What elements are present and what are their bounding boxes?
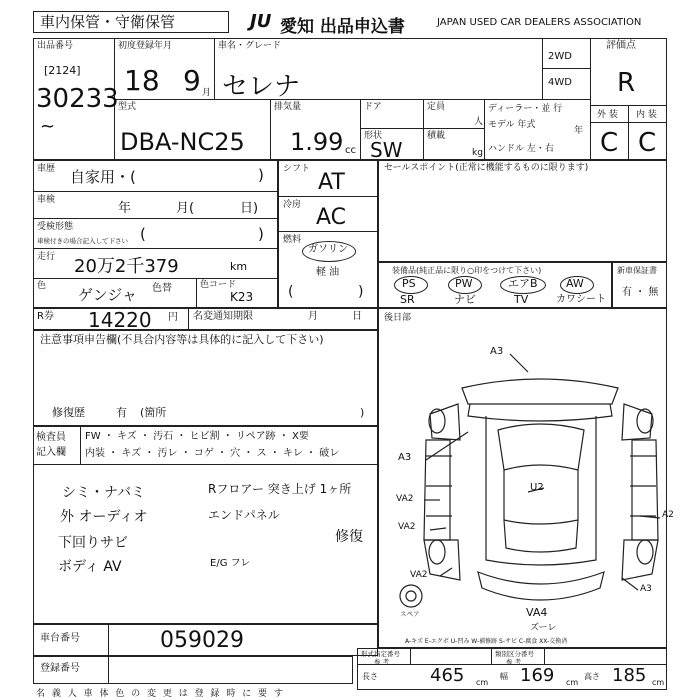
footer-row: 名 義 人 車 体 色 の 変 更 は 登 録 時 に 要 す bbox=[36, 689, 285, 699]
inspector-sublabel: 記入欄 bbox=[36, 447, 66, 458]
class-number-label: 類別区分番号 bbox=[495, 650, 534, 658]
reg-number-label: 登録番号 bbox=[40, 663, 80, 674]
inspector-note-1: シミ・ナバミ bbox=[62, 485, 146, 501]
mileage-value: 20万2千379 bbox=[74, 256, 179, 277]
diagram-mark-8: A3 bbox=[640, 584, 652, 594]
diagram-mark-4: VA2 bbox=[396, 494, 414, 504]
inspector-note-2: 外 オーディオ bbox=[60, 509, 148, 525]
history-value: 自家用・( bbox=[70, 168, 136, 186]
condition-open: ( bbox=[140, 225, 146, 243]
storage-note: 車内保管・守衛保管 bbox=[40, 13, 176, 31]
shape-number-label: 形式指定番号 bbox=[361, 650, 400, 658]
inspector-note-5: Rフロアー 突き上げ 1ヶ所 bbox=[208, 482, 352, 496]
shape-value: SW bbox=[370, 138, 403, 162]
inspection-month: 月( bbox=[176, 201, 195, 216]
inspector-label: 検査員 bbox=[36, 432, 66, 443]
diagram-mark-3: U2 bbox=[530, 482, 544, 493]
diagram-mark-1: A3 bbox=[490, 346, 504, 357]
color-value: ゲンジャ bbox=[78, 286, 138, 304]
recycle-unit: 円 bbox=[168, 312, 178, 323]
registration-year: 18 bbox=[124, 64, 160, 97]
lot-label: 出品番号 bbox=[37, 41, 74, 51]
grade-value: R bbox=[617, 68, 636, 98]
repair-location-label: (箇所 bbox=[140, 406, 167, 419]
model-value: セレナ bbox=[222, 72, 301, 102]
equipment-aw: AW bbox=[566, 277, 584, 290]
registration-month-unit: 月 bbox=[202, 88, 212, 98]
inspector-note-8: E/G フレ bbox=[210, 558, 251, 569]
form-subtitle: JAPAN USED CAR DEALERS ASSOCIATION bbox=[437, 17, 642, 28]
equipment-seat: カワシート bbox=[556, 294, 606, 305]
diagram-mark-10: ズーレ bbox=[530, 623, 557, 633]
color-code-label: 色コード bbox=[200, 280, 237, 290]
spare-label: スペア bbox=[400, 610, 420, 618]
displacement-value: 1.99 bbox=[290, 128, 344, 156]
shift-label: シフト bbox=[283, 164, 311, 174]
form-title: 愛知 出品申込書 bbox=[280, 17, 405, 37]
condition-close: ) bbox=[258, 225, 264, 243]
color-label: 色 bbox=[37, 281, 47, 291]
diagram-mark-2: A3 bbox=[398, 452, 412, 463]
condition-label: 受検形態 bbox=[37, 222, 74, 232]
length-value: 465 bbox=[430, 665, 465, 686]
displacement-unit: cc bbox=[345, 145, 356, 156]
repaint-label: 色替 bbox=[152, 283, 172, 294]
load-label: 積載 bbox=[427, 131, 446, 141]
capacity-unit: 人 bbox=[474, 117, 484, 127]
exterior-label: 外 装 bbox=[597, 110, 618, 120]
ac-value: AC bbox=[316, 205, 347, 230]
shift-value: AT bbox=[318, 170, 345, 195]
year-unit: 年 bbox=[574, 126, 584, 136]
model-year-label: モデル 年式 bbox=[488, 120, 536, 130]
inspector-note-3: 下回りサビ bbox=[58, 535, 128, 551]
width-unit: cm bbox=[566, 678, 579, 687]
repair-location-close: ) bbox=[360, 406, 365, 419]
lot-bracket: [2124] bbox=[44, 64, 81, 77]
diagram-mark-7: VA2 bbox=[410, 570, 428, 580]
width-label: 幅 bbox=[500, 672, 508, 681]
height-value: 185 bbox=[612, 665, 647, 686]
defect-codes-row2: 内装 ・ キズ ・ 汚レ ・ コゲ ・ 穴 ・ ス ・ キレ ・ 破レ bbox=[85, 448, 340, 459]
fuel-open: ( bbox=[288, 284, 294, 300]
width-value: 169 bbox=[520, 665, 555, 686]
repair-label: 修復歴 bbox=[52, 406, 85, 419]
ac-label: 冷房 bbox=[283, 200, 302, 210]
inspection-day: 日) bbox=[240, 201, 259, 216]
inspection-label: 車検 bbox=[37, 195, 56, 205]
chassis-label: 車台番号 bbox=[40, 633, 80, 644]
lot-suffix: ~ bbox=[40, 116, 56, 137]
drive-2wd: 2WD bbox=[548, 51, 572, 62]
interior-label: 内 装 bbox=[636, 110, 657, 120]
fuel-label: 燃料 bbox=[283, 235, 302, 245]
length-unit: cm bbox=[476, 678, 489, 687]
equipment-ps: PS bbox=[402, 277, 416, 290]
fuel-other: 軽 油 bbox=[316, 267, 340, 278]
inspector-note-7: 修復 bbox=[335, 529, 363, 545]
condition-note: 車検付きの場合記入して下さい bbox=[37, 237, 128, 245]
inspection-year: 年 bbox=[118, 201, 132, 216]
equipment-label: 装備品(純正品に限り○印をつけて下さい) bbox=[392, 266, 542, 275]
history-close: ) bbox=[258, 166, 264, 184]
notice-label: 名変通知期限 bbox=[193, 311, 253, 322]
handle-label: ハンドル 左・右 bbox=[488, 144, 554, 154]
capacity-label: 定員 bbox=[427, 102, 446, 112]
lot-number: 30233 bbox=[36, 84, 119, 114]
diagram-mark-5: VA2 bbox=[398, 522, 416, 532]
fuel-close: ) bbox=[358, 284, 364, 300]
diagram-label: 後日部 bbox=[384, 313, 412, 323]
equipment-navi: ナビ bbox=[454, 293, 476, 306]
notice-month: 月 bbox=[308, 311, 318, 322]
reg-number-block bbox=[33, 656, 353, 684]
equipment-sr: SR bbox=[400, 293, 415, 306]
sales-point-label: セールスポイント(正常に機能するものに限ります) bbox=[384, 163, 589, 173]
displacement-label: 排気量 bbox=[274, 102, 302, 112]
diagram-mark-6: A2 bbox=[662, 510, 674, 520]
warranty-value: 有 ・ 無 bbox=[622, 287, 659, 298]
model-label: 車名・グレード bbox=[218, 41, 282, 51]
registration-month: 9 bbox=[183, 64, 201, 97]
drive-4wd: 4WD bbox=[548, 77, 572, 88]
shape-number-sublabel: 参 考 bbox=[374, 658, 390, 666]
notice-day: 日 bbox=[352, 311, 362, 322]
height-unit: cm bbox=[652, 678, 665, 687]
registration-label: 初度登録年月 bbox=[118, 41, 173, 51]
type-value: DBA-NC25 bbox=[120, 128, 245, 156]
recycle-label: R券 bbox=[37, 311, 54, 322]
length-label: 長さ bbox=[362, 672, 378, 681]
diagram-legend: A-キズ E-エクボ U-凹み W-補修跡 S-サビ C-腐食 XX-交換済 bbox=[405, 638, 568, 645]
shape-label: 形状 bbox=[364, 131, 383, 141]
color-code: K23 bbox=[230, 290, 254, 304]
class-number-sublabel: 参 考 bbox=[506, 658, 522, 666]
ju-logo: JU bbox=[250, 11, 272, 32]
chassis-value: 059029 bbox=[160, 628, 244, 653]
fuel-value: ガソリン bbox=[308, 244, 348, 255]
interior-grade: C bbox=[638, 128, 657, 158]
height-label: 高さ bbox=[584, 672, 600, 681]
door-label: ドア bbox=[364, 102, 382, 112]
notes-label: 注意事項申告欄(不具合内容等は具体的に記入して下さい) bbox=[40, 333, 324, 346]
mileage-unit: km bbox=[230, 260, 248, 273]
inspector-note-6: エンドパネル bbox=[208, 508, 280, 522]
load-unit: kg bbox=[472, 148, 483, 158]
inspector-note-4: ボディ AV bbox=[58, 559, 122, 575]
exterior-grade: C bbox=[600, 128, 619, 158]
history-label: 車歴 bbox=[37, 164, 56, 174]
repair-value: 有 bbox=[116, 406, 127, 419]
grade-label: 評価点 bbox=[606, 40, 636, 51]
diagram-mark-9: VA4 bbox=[526, 606, 548, 619]
dealer-label: ディーラー・並 行 bbox=[488, 104, 563, 114]
defect-codes-row1: FW ・ キズ ・ 汚石 ・ ヒビ割 ・ リペア跡 ・ X要 bbox=[85, 431, 309, 442]
warranty-label: 新車保証書 bbox=[617, 266, 657, 275]
equipment-pw: PW bbox=[455, 277, 473, 290]
type-label: 型式 bbox=[118, 102, 137, 112]
equipment-tv: TV bbox=[514, 293, 529, 306]
recycle-value: 14220 bbox=[88, 308, 152, 332]
mileage-label: 走行 bbox=[37, 252, 56, 262]
equipment-airbag: エアB bbox=[508, 277, 538, 290]
